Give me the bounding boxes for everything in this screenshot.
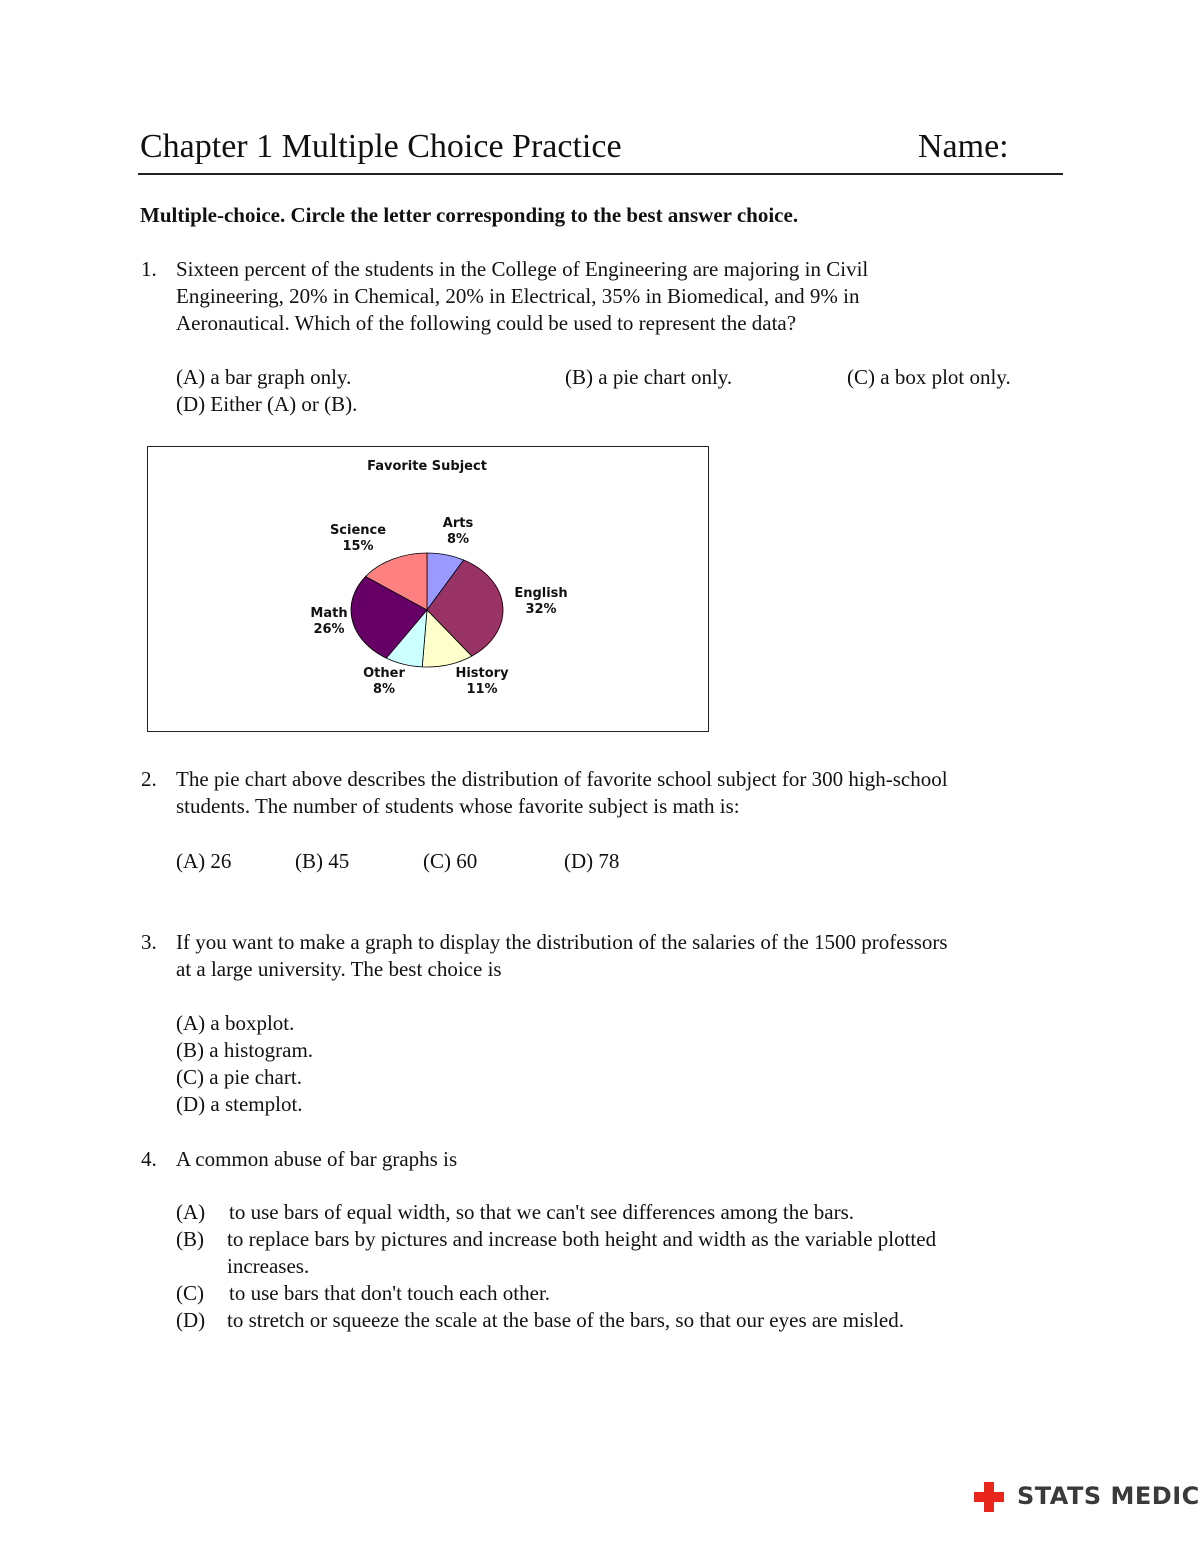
pie-chart	[147, 446, 709, 732]
question-text	[176, 766, 1066, 820]
question-number: 3.	[141, 930, 157, 954]
pie-value-label-science: 15%	[342, 539, 374, 554]
logo-text: STATS MEDIC	[1017, 1482, 1200, 1510]
question-line: The pie chart above describes the distribution of favorite school subject for 300 high-school	[176, 767, 948, 791]
answer-choice-letter[interactable]: (A)	[176, 1200, 206, 1224]
question-number: 4.	[141, 1147, 157, 1171]
pie-label-math: Math	[310, 606, 348, 621]
question-line: students. The number of students whose favorite subject is math is:	[176, 794, 740, 818]
answer-choice-text[interactable]: to replace bars by pictures and increase both height and width as the variable plotted	[227, 1227, 937, 1251]
pie-label-arts: Arts	[442, 516, 474, 531]
answer-choice-text[interactable]: to stretch or squeeze the scale at the base of the bars, so that our eyes are misled.	[227, 1308, 904, 1332]
pie-value-label-arts: 8%	[446, 532, 470, 547]
pie-label-history: History	[455, 666, 509, 681]
answer-choice-letter[interactable]: (B)	[176, 1227, 204, 1251]
question-line: Sixteen percent of the students in the College of Engineering are majoring in Civil	[176, 257, 869, 281]
question-number: 1.	[141, 257, 157, 281]
pie-value-label-history: 11%	[466, 682, 498, 697]
answer-choice[interactable]: (A) 26	[176, 849, 232, 873]
question-text	[176, 256, 1056, 337]
instructions: Multiple-choice. Circle the letter corresponding to the best answer choice.	[140, 203, 799, 227]
pie-value-label-english: 32%	[525, 602, 557, 617]
answer-choice[interactable]: (B) a pie chart only.	[565, 365, 733, 389]
chart-title: Favorite Subject	[367, 459, 487, 474]
answer-choice[interactable]: (C) a box plot only.	[847, 365, 1011, 389]
name-label: Name:	[918, 128, 1009, 165]
answer-choice[interactable]: (B) a histogram.	[176, 1038, 314, 1062]
header-rule	[138, 173, 1063, 175]
question-number: 2.	[141, 767, 157, 791]
answer-choice[interactable]: (A) a boxplot.	[176, 1011, 295, 1035]
answer-choice[interactable]: (C) 60	[423, 849, 478, 873]
question-line: Aeronautical. Which of the following could be used to represent the data?	[176, 311, 797, 335]
answer-choice-letter[interactable]: (D)	[176, 1308, 206, 1332]
pie-value-label-math: 26%	[313, 622, 345, 637]
answer-choice[interactable]: (B) 45	[295, 849, 350, 873]
question-text	[176, 1146, 1056, 1173]
answer-choice[interactable]: (D) 78	[564, 849, 620, 873]
pie-label-other: Other	[363, 666, 405, 681]
question-line: If you want to make a graph to display the distribution of the salaries of the 1500 professors	[176, 930, 948, 954]
question-line: Engineering, 20% in Chemical, 20% in Electrical, 35% in Biomedical, and 9% in	[176, 284, 860, 308]
answer-choice[interactable]: (A) a bar graph only.	[176, 365, 352, 389]
answer-choice-letter[interactable]: (C)	[176, 1281, 204, 1305]
answer-choice-text[interactable]: to use bars that don't touch each other.	[229, 1281, 551, 1305]
answer-choice[interactable]: (C) a pie chart.	[176, 1065, 302, 1089]
pie-label-science: Science	[329, 523, 387, 538]
pie-value-label-other: 8%	[372, 682, 396, 697]
pie-chart-svg	[148, 447, 710, 733]
page-title: Chapter 1 Multiple Choice Practice	[140, 128, 622, 165]
answer-choice[interactable]: (D) Either (A) or (B).	[176, 392, 358, 416]
red-cross-icon	[972, 1480, 1006, 1514]
answer-choice-text[interactable]: to use bars of equal width, so that we can't see differences among the bars.	[229, 1200, 855, 1224]
answer-choice-text[interactable]: increases.	[227, 1254, 310, 1278]
question-line: at a large university. The best choice is	[176, 957, 502, 981]
answer-choice[interactable]: (D) a stemplot.	[176, 1092, 303, 1116]
question-text	[176, 929, 1066, 983]
question-line: A common abuse of bar graphs is	[176, 1147, 458, 1171]
pie-label-english: English	[514, 586, 568, 601]
